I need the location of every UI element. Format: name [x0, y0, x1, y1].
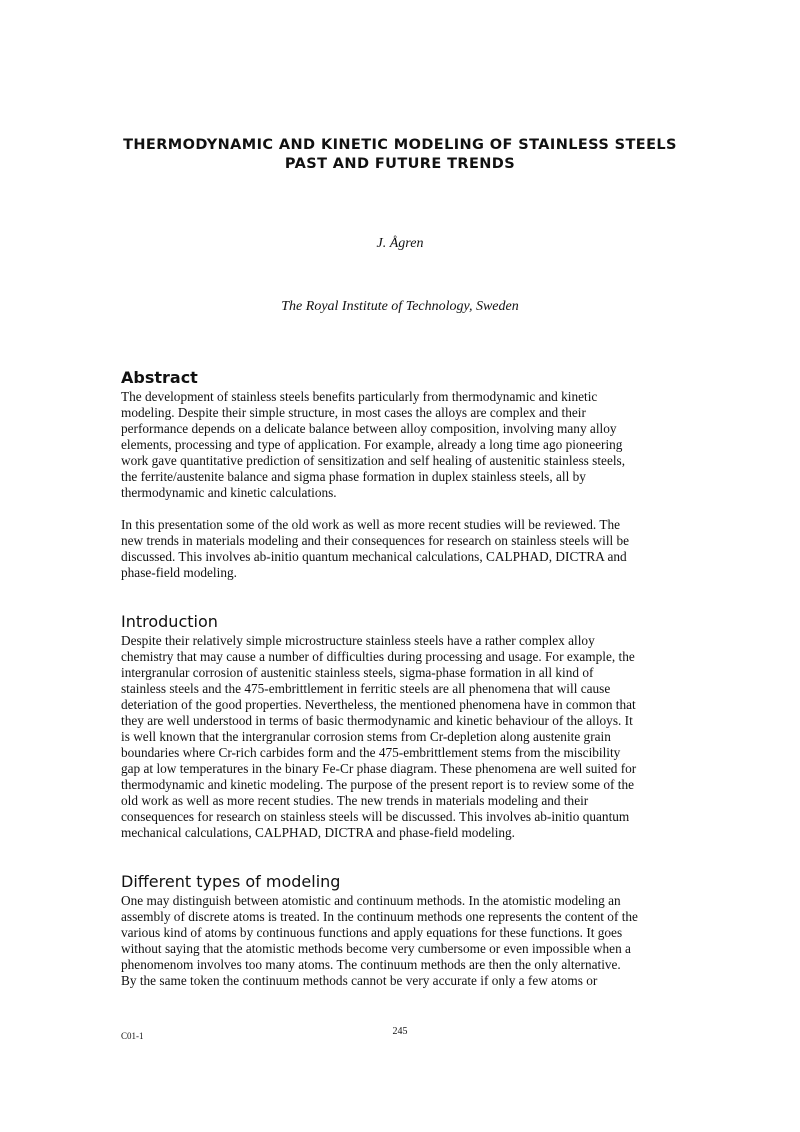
- title-line-1: THERMODYNAMIC AND KINETIC MODELING OF STAINLESS STEELS: [123, 137, 677, 153]
- text-line: modeling. Despite their simple structure, in most cases the alloys are complex and their: [121, 405, 586, 420]
- text-line: chemistry that may cause a number of difficulties during processing and usage. For example, the: [121, 649, 635, 664]
- author: J. Ågren: [376, 236, 424, 251]
- text-line: gap at low temperatures in the binary Fe-Cr phase diagram. These phenomena are well suited for: [121, 761, 637, 776]
- introduction-heading: Introduction: [121, 612, 218, 631]
- page-number: 245: [392, 1026, 408, 1037]
- text-line: One may distinguish between atomistic and continuum methods. In the atomistic modeling an: [121, 893, 621, 908]
- text-line: new trends in materials modeling and their consequences for research on stainless steels will be: [121, 533, 630, 548]
- text-line: the ferrite/austenite balance and sigma phase formation in duplex stainless steels, all by: [121, 469, 586, 484]
- text-line: phenomenom involves too many atoms. The continuum methods are then the only alternative.: [121, 957, 621, 972]
- text-line: work gave quantitative prediction of sensitization and self healing of austenitic stainless steels,: [121, 453, 626, 468]
- text-line: By the same token the continuum methods cannot be very accurate if only a few atoms or: [121, 973, 598, 988]
- text-line: assembly of discrete atoms is treated. In the continuum methods one represents the content of the: [121, 909, 638, 924]
- text-line: stainless steels and the 475-embrittlement in ferritic steels are all phenomena that will cause: [121, 681, 611, 696]
- introduction-section: [121, 612, 701, 841]
- text-line: performance depends on a delicate balance between alloy composition, involving many alloy: [121, 421, 617, 436]
- text-line: thermodynamic and kinetic calculations.: [121, 485, 337, 500]
- text-line: deteriation of the good properties. Nevertheless, the mentioned phenomena have in common that: [121, 697, 636, 712]
- text-line: In this presentation some of the old work as well as more recent studies will be reviewed. The: [121, 517, 620, 532]
- introduction-paragraph: [121, 633, 701, 841]
- title-line-2: PAST AND FUTURE TRENDS: [284, 156, 516, 172]
- text-line: various kind of atoms by continuous functions and apply equations for these functions. It goes: [121, 925, 623, 940]
- abstract-paragraph-1: [121, 389, 701, 501]
- text-line: without saying that the atomistic methods become very cumbersome or even impossible when a: [121, 941, 631, 956]
- text-line: The development of stainless steels benefits particularly from thermodynamic and kinetic: [121, 389, 598, 404]
- text-line: consequences for research on stainless steels will be discussed. This involves ab-initio quantum: [121, 809, 630, 824]
- text-line: discussed. This involves ab-initio quantum mechanical calculations, CALPHAD, DICTRA and: [121, 549, 627, 564]
- abstract-section: [121, 368, 701, 581]
- text-line: Despite their relatively simple microstructure stainless steels have a rather complex alloy: [121, 633, 595, 648]
- text-line: elements, processing and type of application. For example, already a long time ago pioneering: [121, 437, 623, 452]
- modeling-heading: Different types of modeling: [121, 872, 341, 891]
- text-line: is well known that the intergranular corrosion stems from Cr-depletion along austenite grain: [121, 729, 611, 744]
- text-line: phase-field modeling.: [121, 565, 237, 580]
- text-line: they are well understood in terms of basic thermodynamic and kinetic behaviour of the alloys. It: [121, 713, 633, 728]
- affiliation: The Royal Institute of Technology, Sweden: [281, 299, 519, 314]
- document-code: C01-1: [121, 1031, 144, 1041]
- abstract-paragraph-2: [121, 517, 701, 581]
- modeling-paragraph: [121, 893, 701, 989]
- text-line: boundaries where Cr-rich carbides form and the 475-embrittlement stems from the miscibility: [121, 745, 621, 760]
- text-line: mechanical calculations, CALPHAD, DICTRA and phase-field modeling.: [121, 825, 516, 840]
- text-line: intergranular corrosion of austenitic stainless steels, sigma-phase formation in all kind of: [121, 665, 594, 680]
- text-line: old work as well as more recent studies. The new trends in materials modeling and their: [121, 793, 589, 808]
- text-line: thermodynamic and kinetic modeling. The purpose of the present report is to review some of the: [121, 777, 635, 792]
- abstract-heading: Abstract: [121, 368, 198, 387]
- modeling-section: [121, 872, 701, 989]
- paper-title: [60, 136, 740, 174]
